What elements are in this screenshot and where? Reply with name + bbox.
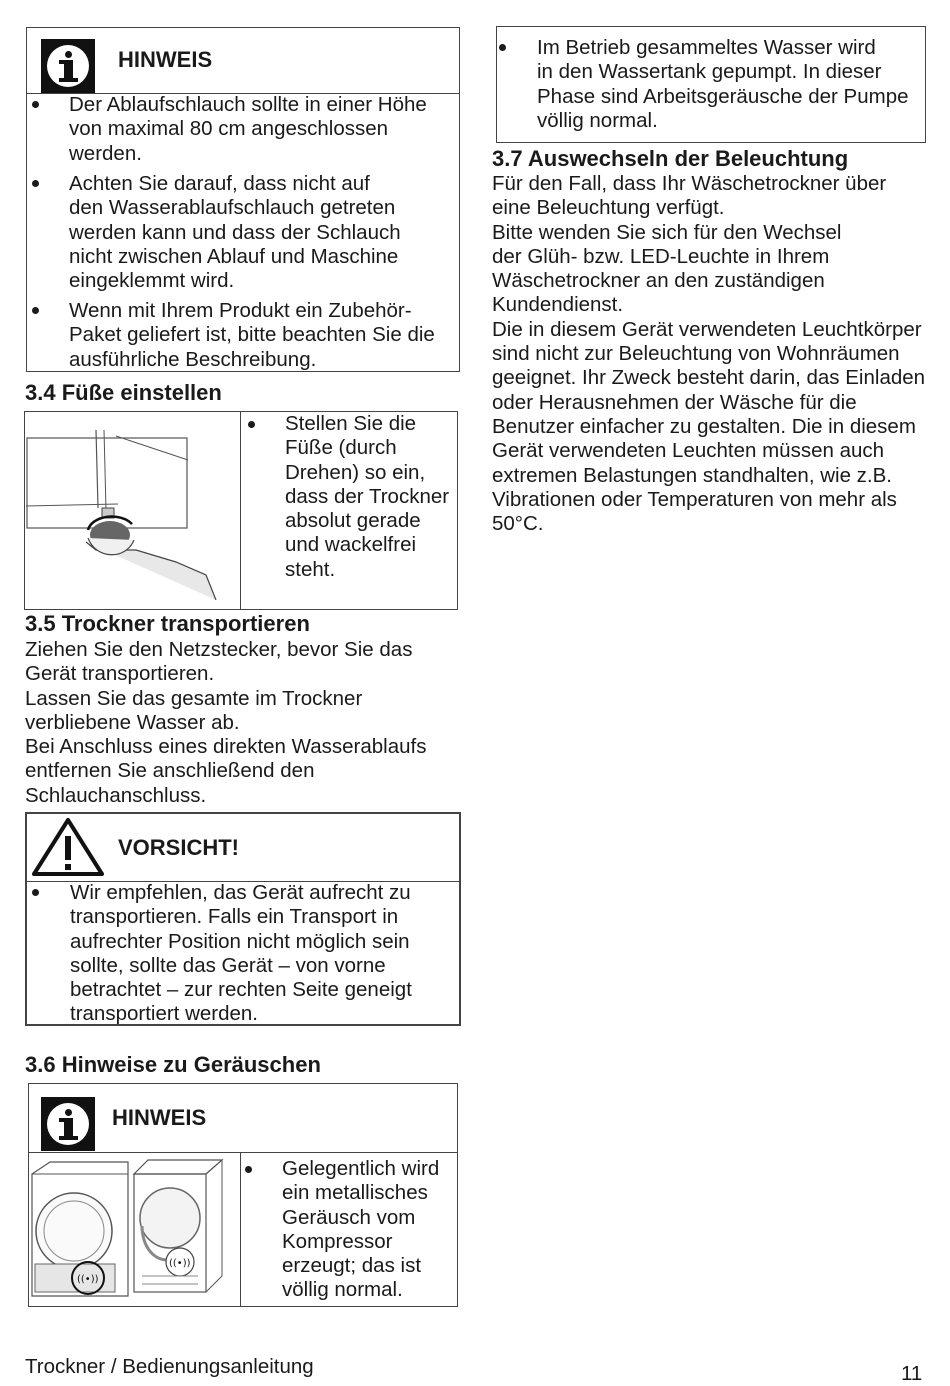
svg-text:((•)): ((•)) (169, 1258, 191, 1269)
section-heading-3-5: 3.5 Trockner transportieren (25, 611, 310, 636)
bullet-dot (245, 1166, 252, 1173)
bullet-dot (32, 101, 39, 108)
caution-title: VORSICHT! (118, 835, 239, 860)
bullet-dot (499, 44, 506, 51)
notice-title: HINWEIS (118, 47, 213, 72)
warning-icon (31, 816, 105, 878)
caution-bullet: Wir empfehlen, das Gerät aufrecht zu transportieren. Falls ein Transport in aufrechter Position nicht möglich sein sollte, sollte das Gerät – von vorne betrachtet – zur rechten Seite geneigt transportiert werden. (70, 881, 412, 1026)
noise-notice-title: HINWEIS (112, 1105, 207, 1130)
noise-bullet: Gelegentlich wird ein metallisches Geräusch vom Kompressor erzeugt; das ist völlig normal. (282, 1157, 440, 1302)
lighting-body: Für den Fall, dass Ihr Wäschetrockner über eine Beleuchtung verfügt. Bitte wenden Sie sich für den Wechsel der Glüh- bzw. LED-Leuchte in Ihrem Wäschetrockner an den zuständigen Kundendienst. Die in diesem Gerät verwendeten Leuchtkörper sind nicht zur Beleuchtung von Wohnräumen geeignet. Ihr Zweck besteht darin, das Einladen oder Herausnehmen der Wäsche für die Benutzer einfacher zu gestalten. Die in diesem Gerät verwendeten Leuchten müssen auch extremen Belastungen standhalten, wie z.B. Vibrationen oder Temperaturen von mehr als 50°C. (492, 172, 926, 536)
bullet-dot (32, 307, 39, 314)
notice-bullet-3: Wenn mit Ihrem Produkt ein Zubehör- Paket geliefert ist, bitte beachten Sie die ausführliche Beschreibung. (69, 299, 435, 371)
noise-notice-divider-h (28, 1152, 458, 1153)
notice-bullet-2: Achten Sie darauf, dass nicht auf den Wasserablaufschlauch getreten werden kann und dass der Schlauch nicht zwischen Ablauf und Maschine eingeklemmt wird. (69, 172, 401, 293)
section-heading-3-7: 3.7 Auswechseln der Beleuchtung (492, 146, 849, 171)
info-icon (41, 39, 95, 93)
section-heading-3-6: 3.6 Hinweise zu Geräuschen (25, 1052, 321, 1077)
transport-body: Ziehen Sie den Netzstecker, bevor Sie das Gerät transportieren. Lassen Sie das gesamte im Trockner verbliebene Wasser ab. Bei Anschluss eines direkten Wasserablaufs entfernen Sie anschließend den Schlauchanschluss. (25, 638, 427, 807)
page-number: 11 (901, 1362, 923, 1385)
dryer-noise-illustration (30, 1156, 238, 1304)
feet-adjust-illustration (26, 430, 238, 600)
feet-bullet: Stellen Sie die Füße (durch Drehen) so ein, dass der Trockner absolut gerade und wackelfrei steht. (285, 412, 450, 581)
footer-doc-title: Trockner / Bedienungsanleitung (25, 1355, 314, 1378)
bullet-dot (32, 889, 39, 896)
info-icon (41, 1097, 95, 1151)
notice-bullet-1: Der Ablaufschlauch sollte in einer Höhe von maximal 80 cm angeschlossen werden. (69, 93, 427, 165)
bullet-dot (248, 421, 255, 428)
noise-notice-divider-v (240, 1152, 241, 1307)
feet-figure-divider (240, 411, 241, 610)
continued-bullet: Im Betrieb gesammeltes Wasser wird in den Wassertank gepumpt. In dieser Phase sind Arbeitsgeräusche der Pumpe völlig normal. (537, 36, 909, 132)
section-heading-3-4: 3.4 Füße einstellen (25, 380, 222, 405)
svg-text:((•)): ((•)) (77, 1274, 99, 1285)
bullet-dot (32, 180, 39, 187)
